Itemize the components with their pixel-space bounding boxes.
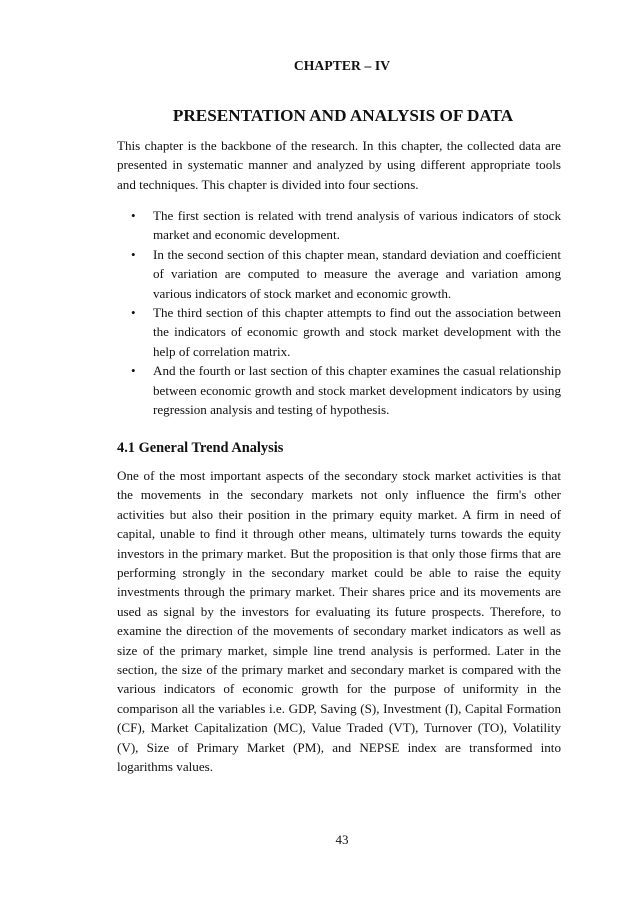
intro-paragraph: This chapter is the backbone of the research. In this chapter, the collected data are presented in systematic manner and analyzed by using different appropriate tools and techniques. This chapter is divided into four sections. xyxy=(117,138,561,192)
section-heading: 4.1 General Trend Analysis xyxy=(117,440,284,456)
bullet-icon: • xyxy=(131,208,136,223)
list-item-text: The first section is related with trend analysis of various indicators of stock market and economic development. xyxy=(153,208,561,243)
body-paragraph: One of the most important aspects of the secondary stock market activities is that the movements in the secondary markets not only influence the firm's other activities but also their position in the primary equity market. A firm in need of capital, unable to find it through other means, ultimately turns towards the equity investors in the primary market. But the proposition is that only those firms that are performing strongly in the secondary market could be able to raise the equity investments through the primary market. Their shares price and its movements are used as signal by the investors for evaluating its future prospects. Therefore, to examine the direction of the movements of secondary market indicators as well as size of the primary market, simple line trend analysis is performed. Later in the section, the size of the primary market and secondary market is compared with the various indicators of economic growth for the purpose of uniformity in the comparison all the variables i.e. GDP, Saving (S), Investment (I), Capital Formation (CF), Market Capitalization (MC), Value Traded (VT), Turnover (TO), Volatility (V), Size of Primary Market (PM), and NEPSE index are transformed into logarithms values. xyxy=(117,468,561,775)
bullet-icon: • xyxy=(131,305,136,321)
list-item xyxy=(117,245,561,303)
list-item-text: The third section of this chapter attempts to find out the association between the indicators of economic growth and stock market development with the help of correlation matrix. xyxy=(153,305,561,359)
list-item xyxy=(117,206,561,245)
list-item xyxy=(117,303,561,361)
section-overview-list xyxy=(117,206,561,419)
page-number: 43 xyxy=(335,832,349,847)
bullet-icon: • xyxy=(131,363,136,379)
chapter-label: CHAPTER – IV xyxy=(293,58,391,73)
list-item-text: In the second section of this chapter mean, standard deviation and coefficient of variation are computed to measure the average and variation among various indicators of stock market and economic growth. xyxy=(153,246,561,301)
list-item-text: And the fourth or last section of this chapter examines the casual relationship between economic growth and stock market development indicators by using regression analysis and testing of hypothesis. xyxy=(153,363,561,418)
bullet-icon: • xyxy=(131,246,136,262)
chapter-title: PRESENTATION AND ANALYSIS OF DATA xyxy=(172,106,514,125)
list-item xyxy=(117,361,561,419)
